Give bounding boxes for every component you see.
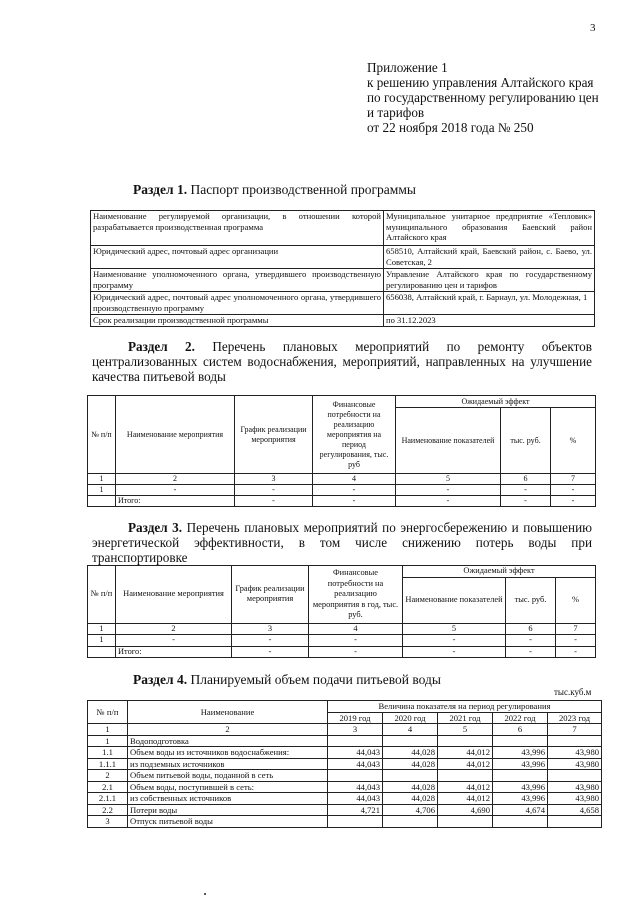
col-number: 5 <box>438 724 493 736</box>
row-value <box>328 770 383 782</box>
row-value: 44,012 <box>438 781 493 793</box>
row-name: из собственных источников <box>128 793 328 805</box>
table-row <box>88 770 602 782</box>
table-row <box>88 485 596 496</box>
row-value: 44,028 <box>383 781 438 793</box>
table-cell: - <box>556 635 596 647</box>
table-cell: - <box>506 635 556 647</box>
table-cell: - <box>501 485 551 496</box>
row-num: 1.1.1 <box>88 758 128 770</box>
energy-saving-table <box>87 565 596 658</box>
col-number: 1 <box>88 724 128 736</box>
row-name: Водоподготовка <box>128 735 328 747</box>
row-name: Объем воды из источников водоснабжения: <box>128 747 328 759</box>
table-total-row <box>88 496 596 507</box>
row-value <box>493 770 548 782</box>
table-cell: - <box>309 635 403 647</box>
row-value <box>438 770 493 782</box>
row-value: 43,980 <box>548 747 602 759</box>
table-header-row <box>88 701 602 713</box>
section-title-text: Планируемый объем подачи питьевой воды <box>190 672 441 687</box>
row-value: 44,043 <box>328 781 383 793</box>
table-row <box>88 735 602 747</box>
row-value: 44,028 <box>383 747 438 759</box>
appendix-line: Приложение 1 <box>367 60 448 75</box>
table-cell: - <box>501 496 551 507</box>
table-cell: - <box>232 646 309 658</box>
appendix-line: и тарифов <box>367 105 425 120</box>
table-header-row <box>88 396 596 408</box>
row-value: 44,043 <box>328 758 383 770</box>
header-thousand-rub: тыс. руб. <box>506 577 556 623</box>
row-value: 4,706 <box>383 804 438 816</box>
row-value: 44,028 <box>383 758 438 770</box>
col-number: 7 <box>556 623 596 635</box>
row-name: Объем питьевой воды, поданной в сеть <box>128 770 328 782</box>
col-number: 5 <box>396 474 501 485</box>
section2-heading <box>92 339 592 384</box>
header-schedule: График реализации мероприятия <box>235 396 313 474</box>
row-value: 44,028 <box>383 793 438 805</box>
section-title-text: Перечень плановых мероприятий по энергосбережению и повышению энергетической эффективности, в том числе снижению потерь воды при транспортировке <box>92 520 592 565</box>
passport-label: Юридический адрес, почтовый адрес уполномоченного органа, утвердившего производственную программу <box>91 292 384 315</box>
col-number: 3 <box>328 724 383 736</box>
appendix-line: от 22 ноября 2018 года № 250 <box>367 120 534 135</box>
table-cell: - <box>551 496 596 507</box>
row-value: 43,996 <box>493 758 548 770</box>
header-num: № п/п <box>88 396 116 474</box>
row-name: Объем воды, поступившей в сеть: <box>128 781 328 793</box>
header-num: № п/п <box>88 566 116 624</box>
passport-value: по 31.12.2023 <box>384 315 595 327</box>
table-cell <box>88 496 116 507</box>
section4-title <box>133 672 441 688</box>
water-volume-table <box>87 700 602 828</box>
header-year: 2021 год <box>438 712 493 724</box>
row-value <box>493 816 548 828</box>
header-finance: Финансовые потребности на реализацию мероприятия на период регулирования, тыс. руб <box>313 396 396 474</box>
table-cell: - <box>551 485 596 496</box>
header-year: 2023 год <box>548 712 602 724</box>
header-schedule: График реализации мероприятия <box>232 566 309 624</box>
table-cell: 1 <box>88 485 116 496</box>
header-percent: % <box>551 408 596 474</box>
scan-speck <box>204 893 206 895</box>
col-number: 3 <box>232 623 309 635</box>
header-indicator: Наименование показателей <box>403 577 506 623</box>
col-number: 1 <box>88 623 116 635</box>
repair-measures-table <box>87 395 596 507</box>
header-finance: Финансовые потребности на реализацию мероприятия в год, тыс. руб. <box>309 566 403 624</box>
row-value <box>383 770 438 782</box>
table-cell: - <box>396 496 501 507</box>
table-row <box>88 793 602 805</box>
col-number: 2 <box>116 474 235 485</box>
section3-heading <box>92 520 592 565</box>
col-number: 6 <box>493 724 548 736</box>
table-cell: - <box>235 485 313 496</box>
header-name: Наименование мероприятия <box>116 396 235 474</box>
passport-table <box>90 210 595 327</box>
unit-label: тыс.куб.м <box>554 687 592 697</box>
row-num: 3 <box>88 816 128 828</box>
table-row <box>88 747 602 759</box>
header-name: Наименование <box>128 701 328 724</box>
row-value: 43,996 <box>493 793 548 805</box>
row-value <box>328 735 383 747</box>
row-value: 43,980 <box>548 758 602 770</box>
table-cell: - <box>235 496 313 507</box>
passport-value: Управление Алтайского края по государственному регулированию цен и тарифов <box>384 269 595 292</box>
passport-label: Наименование регулируемой организации, в отношении которой разрабатывается производственная программа <box>91 211 384 246</box>
col-number: 2 <box>116 623 232 635</box>
section-title-text: Перечень плановых мероприятий по ремонту объектов централизованных систем водоснабжения, мероприятий, направленных на улучшение качества питьевой воды <box>92 339 593 384</box>
section-number: Раздел 1. <box>133 182 188 197</box>
passport-value: Муниципальное унитарное предприятие «Тепловик» муниципального образования Баевский район Алтайского края <box>384 211 595 246</box>
col-number: 6 <box>501 474 551 485</box>
row-value: 4,721 <box>328 804 383 816</box>
table-cell <box>88 646 116 658</box>
row-name: из подземных источников <box>128 758 328 770</box>
row-value: 44,012 <box>438 747 493 759</box>
row-num: 2.1.1 <box>88 793 128 805</box>
row-value <box>438 816 493 828</box>
row-name: Потери воды <box>128 804 328 816</box>
header-thousand-rub: тыс. руб. <box>501 408 551 474</box>
row-value <box>438 735 493 747</box>
header-year: 2020 год <box>383 712 438 724</box>
table-row <box>88 474 596 485</box>
row-value <box>548 816 602 828</box>
row-value: 4,690 <box>438 804 493 816</box>
row-value <box>548 735 602 747</box>
col-number: 4 <box>309 623 403 635</box>
table-row <box>88 724 602 736</box>
passport-label: Срок реализации производственной программы <box>91 315 384 327</box>
table-row <box>91 315 595 327</box>
table-row <box>88 781 602 793</box>
table-row <box>88 804 602 816</box>
table-cell: - <box>403 646 506 658</box>
row-value: 44,043 <box>328 793 383 805</box>
row-value: 44,043 <box>328 747 383 759</box>
page-number: 3 <box>590 22 596 34</box>
row-num: 2.2 <box>88 804 128 816</box>
header-year: 2019 год <box>328 712 383 724</box>
row-value: 4,674 <box>493 804 548 816</box>
table-cell: - <box>396 485 501 496</box>
table-row <box>88 635 596 647</box>
col-number: 7 <box>548 724 602 736</box>
row-num: 1.1 <box>88 747 128 759</box>
section-number: Раздел 3. <box>128 520 183 535</box>
table-total-row <box>88 646 596 658</box>
row-value <box>493 735 548 747</box>
row-value <box>383 816 438 828</box>
header-year: 2022 год <box>493 712 548 724</box>
row-value: 43,980 <box>548 781 602 793</box>
appendix-line: к решению управления Алтайского края <box>367 75 594 90</box>
appendix-header <box>367 60 599 135</box>
section-title-text: Паспорт производственной программы <box>190 182 416 197</box>
table-cell: - <box>116 635 232 647</box>
col-number: 3 <box>235 474 313 485</box>
header-indicator: Наименование показателей <box>396 408 501 474</box>
passport-label: Юридический адрес, почтовый адрес организации <box>91 246 384 269</box>
appendix-line: по государственному регулированию цен <box>367 90 599 105</box>
passport-label: Наименование уполномоченного органа, утвердившего производственную программу <box>91 269 384 292</box>
header-effect: Ожидаемый эффект <box>396 396 596 408</box>
passport-value: 656038, Алтайский край, г. Барнаул, ул. Молодежная, 1 <box>384 292 595 315</box>
col-number: 6 <box>506 623 556 635</box>
col-number: 4 <box>383 724 438 736</box>
table-row <box>88 816 602 828</box>
table-cell: - <box>313 485 396 496</box>
header-effect: Ожидаемый эффект <box>403 566 596 578</box>
row-value <box>548 770 602 782</box>
section-number: Раздел 2. <box>128 339 195 354</box>
header-name: Наименование мероприятия <box>116 566 232 624</box>
table-row <box>91 246 595 269</box>
table-row <box>88 758 602 770</box>
row-num: 2.1 <box>88 781 128 793</box>
row-value: 44,012 <box>438 758 493 770</box>
table-row <box>88 623 596 635</box>
header-percent: % <box>556 577 596 623</box>
section-number: Раздел 4. <box>133 672 188 687</box>
header-period: Величина показателя на период регулирования <box>328 701 602 713</box>
table-cell: 1 <box>88 635 116 647</box>
table-cell: - <box>556 646 596 658</box>
table-cell: - <box>309 646 403 658</box>
row-value: 43,996 <box>493 781 548 793</box>
col-number: 4 <box>313 474 396 485</box>
table-cell: - <box>506 646 556 658</box>
col-number: 1 <box>88 474 116 485</box>
col-number: 5 <box>403 623 506 635</box>
row-num: 2 <box>88 770 128 782</box>
table-cell: - <box>116 485 235 496</box>
row-value: 4,658 <box>548 804 602 816</box>
row-value: 43,980 <box>548 793 602 805</box>
col-number: 2 <box>128 724 328 736</box>
table-row <box>91 292 595 315</box>
table-header-row <box>88 566 596 578</box>
row-value <box>328 816 383 828</box>
total-label: Итого: <box>116 646 232 658</box>
header-num: № п/п <box>88 701 128 724</box>
table-row <box>91 211 595 246</box>
table-cell: - <box>313 496 396 507</box>
section1-title <box>133 182 416 198</box>
row-value: 44,012 <box>438 793 493 805</box>
table-cell: - <box>232 635 309 647</box>
table-cell: - <box>403 635 506 647</box>
passport-value: 658510, Алтайский край, Баевский район, с. Баево, ул. Советская, 2 <box>384 246 595 269</box>
row-value <box>383 735 438 747</box>
total-label: Итого: <box>116 496 235 507</box>
col-number: 7 <box>551 474 596 485</box>
row-num: 1 <box>88 735 128 747</box>
row-value: 43,996 <box>493 747 548 759</box>
table-row <box>91 269 595 292</box>
row-name: Отпуск питьевой воды <box>128 816 328 828</box>
